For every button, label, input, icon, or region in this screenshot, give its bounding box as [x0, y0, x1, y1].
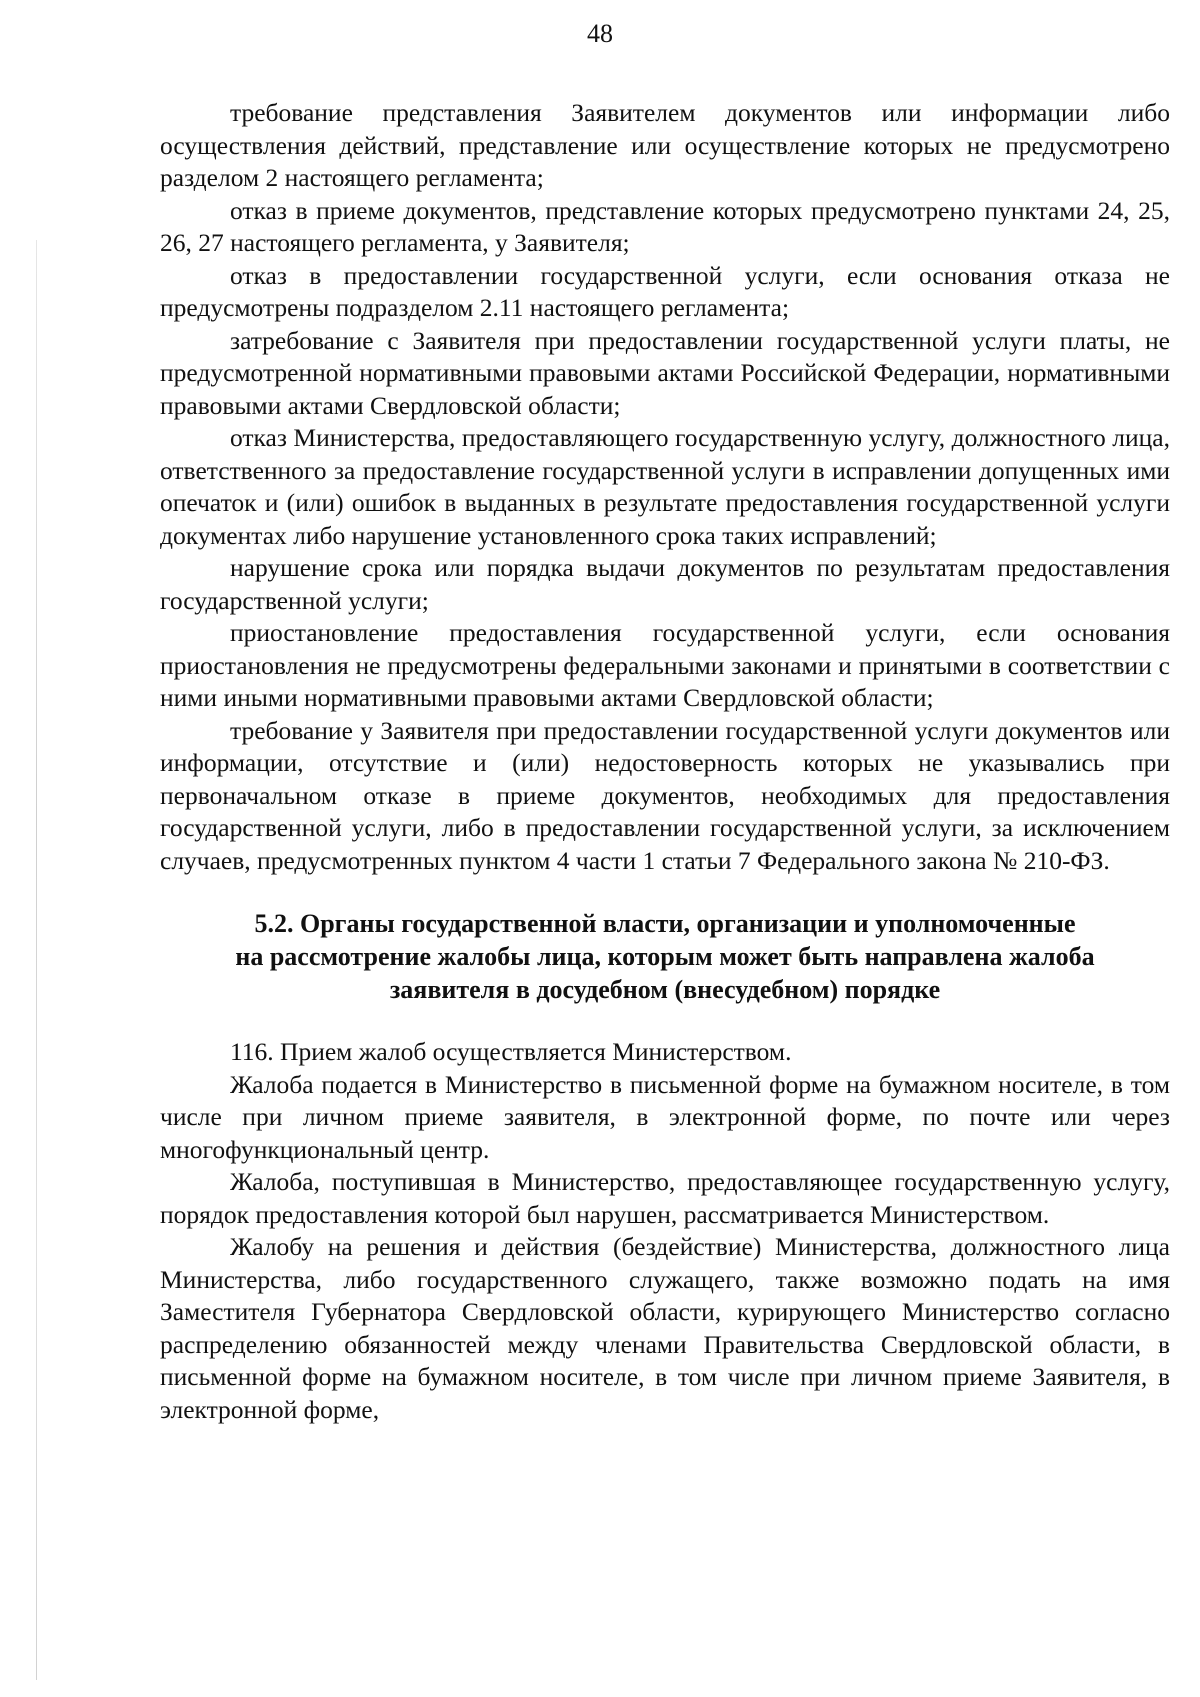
page-number: 48 — [587, 19, 613, 48]
paragraph: Жалоба, поступившая в Министерство, предоставляющее государственную услугу, порядок предоставления которой был нарушен, рассматривается Министерством. — [160, 1167, 1170, 1229]
paragraph: Жалобу на решения и действия (бездействие) Министерства, должностного лица Министерства, либо государственного служащего, также возможно подать на имя Заместителя Губернатора Свердловской области, курирующего Министерство согласно распределению обязанностей между членами Правительства Свердловской области, в письменной форме на бумажном носителе, в том числе при личном приеме Заявителя, в электронной форме, — [160, 1232, 1170, 1424]
paragraph: отказ в предоставлении государственной услуги, если основания отказа не предусмотрены подразделом 2.11 настоящего регламента; — [160, 260, 1170, 322]
paragraph: требование представления Заявителем документов или информации либо осуществления действий, представление или осуществление которых не предусмотрено разделом 2 настоящего регламента; — [160, 98, 1170, 192]
paragraph: затребование с Заявителя при предоставлении государственной услуги платы, не предусмотренной нормативными правовыми актами Российской Федерации, нормативными правовыми актами Свердловской области; — [160, 325, 1170, 420]
paragraph: отказ в приеме документов, представление которых предусмотрено пунктами 24, 25, 26, 27 настоящего регламента, у Заявителя; — [160, 195, 1170, 257]
scan-edge-line — [36, 240, 37, 1680]
document-body — [160, 97, 1170, 1426]
section-heading — [160, 907, 1170, 1006]
section-heading-line: на рассмотрение жалобы лица, которым может быть направлена жалоба — [235, 942, 1095, 971]
section-heading-line: 5.2. Органы государственной власти, организации и уполномоченные — [254, 909, 1076, 938]
paragraph: нарушение срока или порядка выдачи документов по результатам предоставления государственной услуги; — [160, 553, 1170, 615]
paragraph: требование у Заявителя при предоставлении государственной услуги документов или информации, отсутствие и (или) недостоверность которых не указывались при первоначальном отказе в приеме документов, необходимых для предоставления государственной услуги, либо в предоставлении государственной услуги, за исключением случаев, предусмотренных пунктом 4 части 1 статьи 7 Федерального закона № 210-ФЗ. — [160, 715, 1170, 875]
paragraph: 116. Прием жалоб осуществляется Министерством. — [230, 1037, 792, 1066]
section-heading-line: заявителя в досудебном (внесудебном) порядке — [389, 975, 941, 1004]
paragraph: Жалоба подается в Министерство в письменной форме на бумажном носителе, в том числе при личном приеме заявителя, в электронной форме, по почте или через многофункциональный центр. — [160, 1069, 1170, 1164]
paragraph: приостановление предоставления государственной услуги, если основания приостановления не предусмотрены федеральными законами и принятыми в соответствии с ними иными нормативными правовыми актами Свердловской области; — [160, 618, 1170, 712]
paragraph: отказ Министерства, предоставляющего государственную услугу, должностного лица, ответственного за предоставление государственной услуги в исправлении допущенных ими опечаток и (или) ошибок в выданных в результате предоставления государственной услуги документах либо нарушение установленного срока таких исправлений; — [160, 423, 1170, 550]
